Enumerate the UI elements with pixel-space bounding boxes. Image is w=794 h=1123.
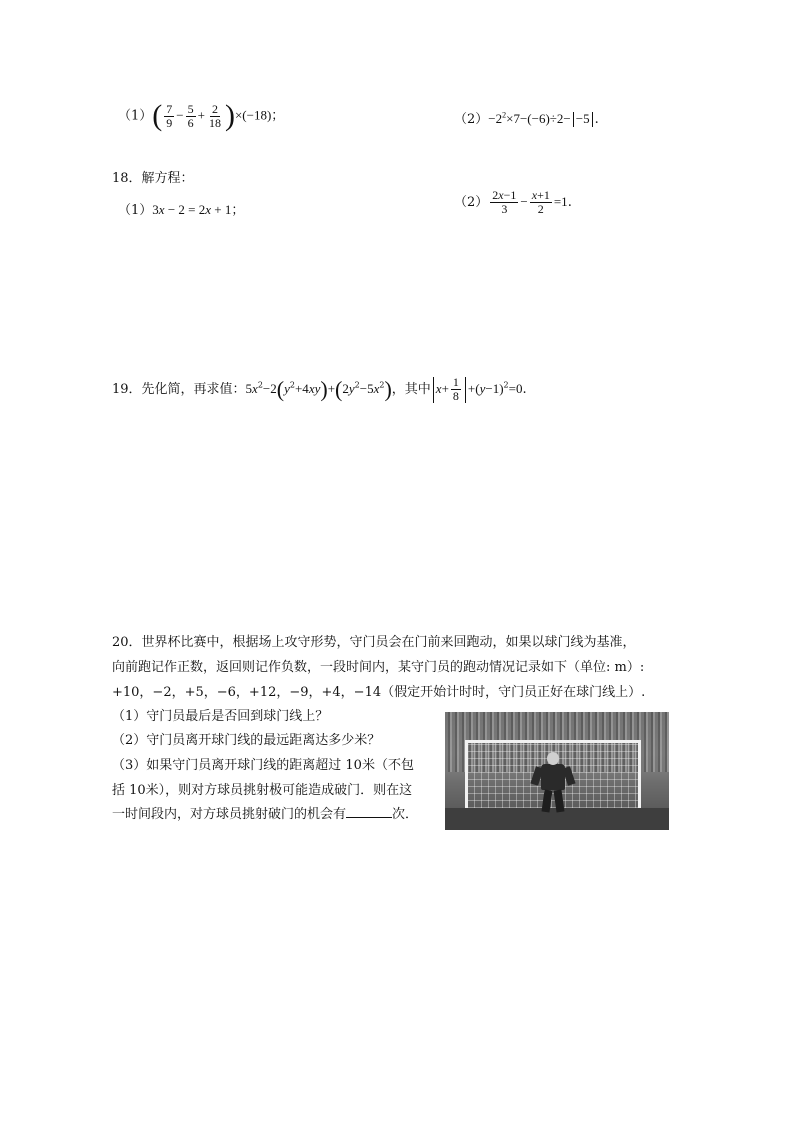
goal-right-post [638,740,641,810]
goalkeeper [541,764,565,790]
goal-crossbar [467,740,639,743]
q18-part2: （2） $\frac{2x-1}{3}$ − $\frac{x+1}{2}$ =1. [454,188,572,216]
q20-line2: 向前跑记作正数，返回则记作负数，一段时间内，某守门员的跑动情况记录如下（单位: m）: [112,660,645,675]
answer-blank[interactable] [346,805,392,818]
q20-sub3-line3: 一时间段内，对方球员挑射破门的机会有 次． [112,807,419,822]
q18-title: 18．解方程： [112,171,194,186]
goal-left-post [465,740,468,810]
q20-sub1: （1）守门员最后是否回到球门线上？ [112,709,329,724]
q19-line: 19．先化简，再求值：$5x^2-2(y^2+4xy)+(2y^2-5x^2)$，其中 x+ $\frac{1}{8}$ $+(y-1)^2=0$. [112,375,527,403]
q18-part1: （1）3x − 2 = 2x + 1； [118,202,245,218]
q17-part2: $(2)-2^2\times 7-(-6)\div 2- -5$ . [454,110,599,127]
goalkeeper-photo [445,712,669,830]
q20-sub2: （2）守门员离开球门线的最远距离达多少米？ [112,733,381,748]
q17-part1: （1）( $\frac{7}{9}$ − $\frac{5}{6}$ + $\frac{2}{18}$ )×(−18)； [118,99,285,132]
q20-line1: 20．世界杯比赛中，根据场上攻守形势，守门员会在门前来回跑动，如果以球门线为基准， [112,635,636,650]
q20-line3: +10，−2，+5，−6，+12，−9，+4，−14（假定开始计时时，守门员正好在球门线上）. [112,685,646,700]
q20-sub3-line2: 括 10米），则对方球员挑射极可能造成破门．则在这 [112,783,413,798]
q20-sub3-line1: （3）如果守门员离开球门线的距离超过 10米（不包 [112,758,414,773]
